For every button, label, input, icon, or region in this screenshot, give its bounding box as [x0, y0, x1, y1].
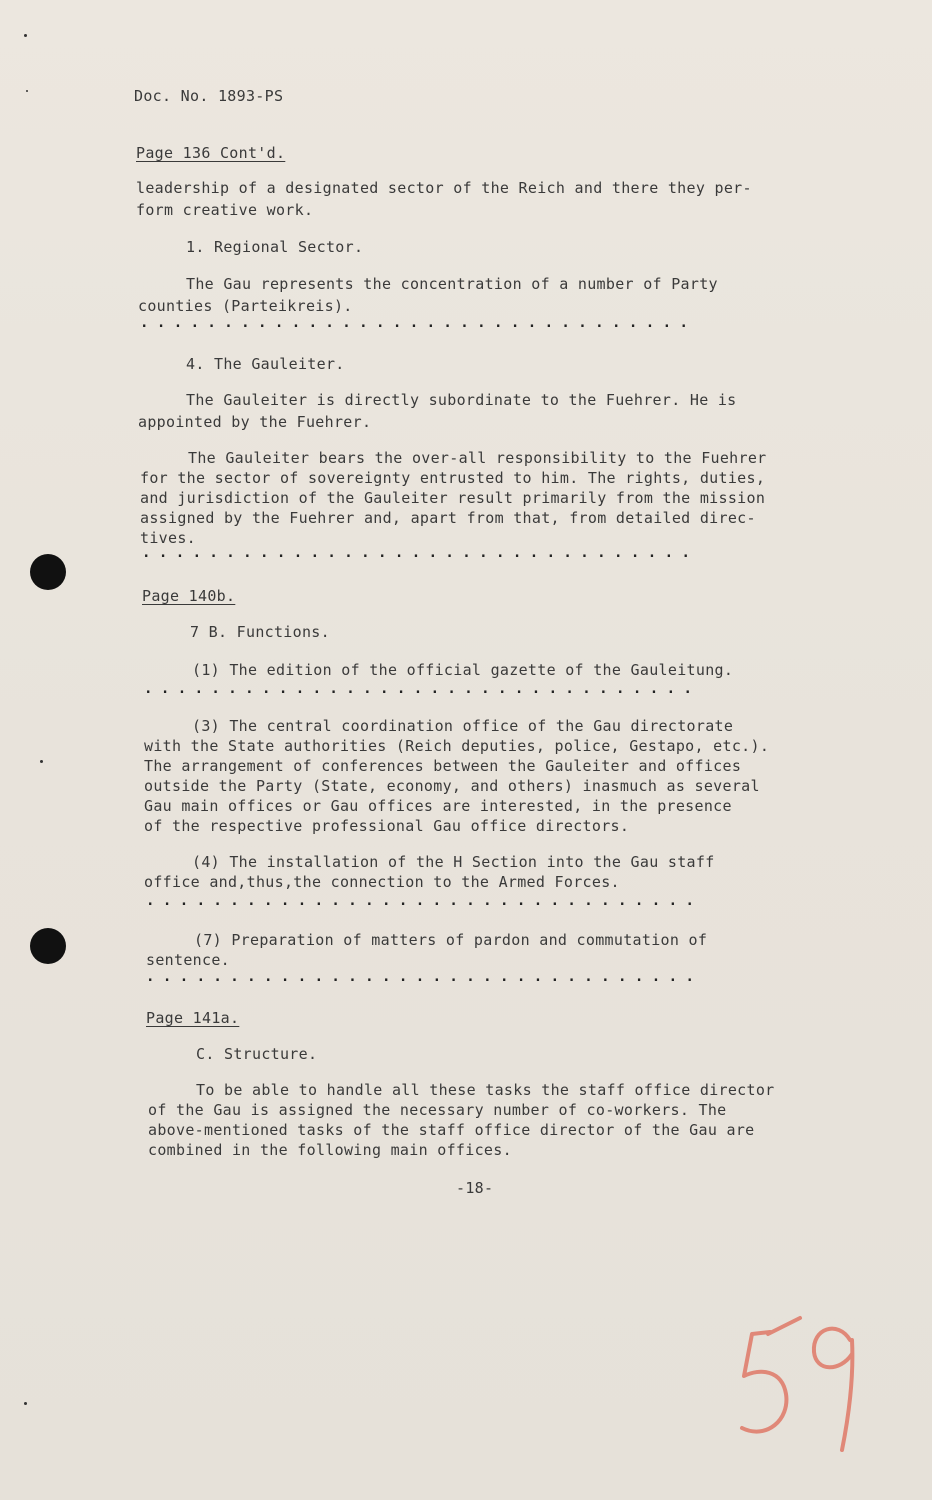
punch-hole-upper	[30, 554, 66, 590]
text-line: Gau main offices or Gau offices are interested, in the presence	[144, 797, 732, 815]
text-line: leadership of a designated sector of the Reich and there they per-	[136, 179, 752, 197]
ellipsis-divider: . . . . . . . . . . . . . . . . . . . . . . . . . . . . . . . . .	[140, 315, 688, 331]
text-line: and jurisdiction of the Gauleiter result primarily from the mission	[140, 489, 766, 507]
regional-sector-heading: 1. Regional Sector.	[186, 238, 364, 256]
doc-number: Doc. No. 1893-PS	[134, 87, 284, 105]
text-line: assigned by the Fuehrer and, apart from that, from detailed direc-	[140, 509, 756, 527]
page-141a-heading: Page 141a.	[146, 1009, 240, 1027]
speck	[24, 34, 27, 37]
text-line: The Gauleiter is directly subordinate to the Fuehrer. He is	[186, 391, 737, 409]
punch-hole-lower	[30, 928, 66, 964]
page-number: -18-	[456, 1179, 494, 1197]
text-line: office and,thus,the connection to the Armed Forces.	[144, 873, 620, 891]
speck	[26, 90, 28, 92]
text-line: The Gauleiter bears the over-all responsibility to the Fuehrer	[188, 449, 767, 467]
gauleiter-heading: 4. The Gauleiter.	[186, 355, 345, 373]
ellipsis-divider: . . . . . . . . . . . . . . . . . . . . . . . . . . . . . . . . .	[142, 545, 690, 561]
text-line: (7) Preparation of matters of pardon and commutation of	[194, 931, 708, 949]
text-line: tives.	[140, 529, 196, 547]
text-line: combined in the following main offices.	[148, 1141, 512, 1159]
digit-five-stroke	[742, 1332, 786, 1432]
text-line: outside the Party (State, economy, and others) inasmuch as several	[144, 777, 760, 795]
text-line: The Gau represents the concentration of a number of Party	[186, 275, 718, 293]
text-line: form creative work.	[136, 201, 314, 219]
ellipsis-divider: . . . . . . . . . . . . . . . . . . . . . . . . . . . . . . . . .	[146, 969, 694, 985]
text-line: The arrangement of conferences between the Gauleiter and offices	[144, 757, 742, 775]
handwritten-page-number	[730, 1310, 880, 1460]
ellipsis-divider: . . . . . . . . . . . . . . . . . . . . . . . . . . . . . . . . .	[144, 681, 692, 697]
digit-five-top	[768, 1318, 800, 1334]
page-140b-heading: Page 140b.	[142, 587, 236, 605]
function-1: (1) The edition of the official gazette of the Gauleitung.	[192, 661, 734, 679]
text-line: counties (Parteikreis).	[138, 297, 353, 315]
text-line: (3) The central coordination office of the Gau directorate	[192, 717, 734, 735]
text-line: To be able to handle all these tasks the staff office director	[196, 1081, 775, 1099]
text-line: appointed by the Fuehrer.	[138, 413, 372, 431]
functions-heading: 7 B. Functions.	[190, 623, 330, 641]
text-line: of the respective professional Gau office directors.	[144, 817, 630, 835]
text-line: (4) The installation of the H Section into the Gau staff	[192, 853, 715, 871]
speck	[40, 760, 43, 763]
text-line: for the sector of sovereignty entrusted to him. The rights, duties,	[140, 469, 766, 487]
ellipsis-divider: . . . . . . . . . . . . . . . . . . . . . . . . . . . . . . . . .	[146, 893, 694, 909]
digit-nine-loop	[814, 1329, 852, 1368]
digit-nine-stem	[842, 1340, 852, 1450]
text-line: sentence.	[146, 951, 230, 969]
page-136-heading: Page 136 Cont'd.	[136, 144, 286, 162]
speck	[24, 1402, 27, 1405]
text-line: of the Gau is assigned the necessary number of co-workers. The	[148, 1101, 727, 1119]
structure-heading: C. Structure.	[196, 1045, 318, 1063]
text-line: with the State authorities (Reich deputies, police, Gestapo, etc.).	[144, 737, 770, 755]
text-line: above-mentioned tasks of the staff office director of the Gau are	[148, 1121, 755, 1139]
